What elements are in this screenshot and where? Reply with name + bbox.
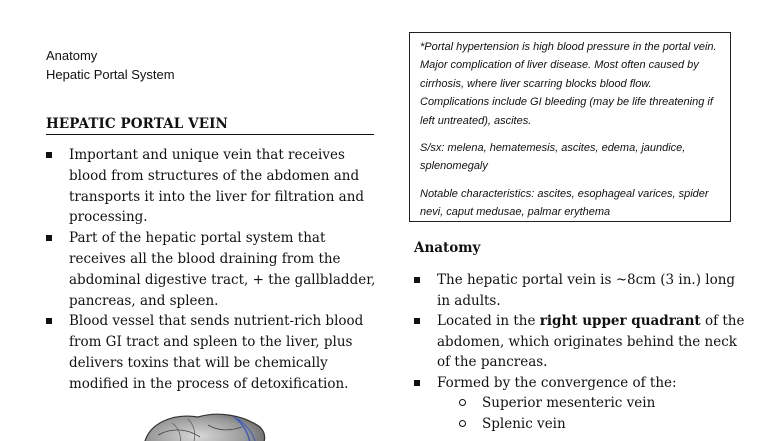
document-header	[46, 46, 175, 84]
list-item	[414, 311, 749, 373]
sublist-item-text: Superior mesenteric vein	[482, 395, 656, 411]
header-subject: Anatomy	[46, 48, 98, 63]
header-topic: Hepatic Portal System	[46, 67, 175, 82]
circle-bullet-icon	[459, 399, 466, 406]
square-bullet-icon	[46, 235, 52, 241]
portal-hypertension-callout	[409, 32, 731, 222]
list-item	[46, 228, 376, 311]
square-bullet-icon	[46, 318, 52, 324]
list-item-text: Part of the hepatic portal system that receives all the blood draining from the abdominal digestive tract, + the gallbladder, pancreas, and spleen.	[69, 230, 376, 309]
sublist-item	[459, 393, 749, 414]
list-item-text-end: of the abdomen, which originates behind the neck of the pancreas.	[437, 313, 745, 370]
heading-underline	[46, 134, 374, 135]
square-bullet-icon	[414, 277, 420, 283]
anatomy-heading: Anatomy	[414, 240, 481, 256]
list-item-text: Important and unique vein that receives blood from structures of the abdomen and transports it into the liver for filtration and processing.	[69, 147, 365, 226]
list-item	[414, 373, 749, 435]
list-item	[46, 145, 376, 228]
callout-characteristics: Notable characteristics: ascites, esophageal varices, spider nevi, caput medusae, palmar erythema	[420, 187, 709, 219]
hepatic-portal-vein-list	[46, 145, 376, 395]
list-item-text: Blood vessel that sends nutrient-rich blood from GI tract and spleen to the liver, plus delivers toxins that will be chemically modified in the process of detoxification.	[69, 313, 364, 392]
square-bullet-icon	[414, 380, 420, 386]
circle-bullet-icon	[459, 420, 466, 427]
anatomy-list	[414, 270, 749, 434]
square-bullet-icon	[46, 152, 52, 158]
liver-illustration-icon	[138, 405, 273, 441]
list-item-text-start: Located in the	[437, 313, 540, 329]
callout-definition: *Portal hypertension is high blood pressure in the portal vein. Major complication of liver disease. Most often caused by cirrhosis, where liver scarring blocks blood flow. Complications include GI bleeding (may be life threatening if left untreated), ascites.	[420, 41, 717, 127]
hepatic-portal-vein-heading: HEPATIC PORTAL VEIN	[46, 116, 228, 132]
list-item	[46, 311, 376, 394]
sublist-item-text: Splenic vein	[482, 415, 566, 432]
list-item-text: The hepatic portal vein is ~8cm (3 in.) long in adults.	[437, 272, 736, 309]
location-emphasis: right upper quadrant	[539, 313, 701, 329]
list-item-text: Formed by the convergence of the:	[437, 374, 677, 391]
list-item	[414, 270, 749, 311]
callout-signs-symptoms: S/sx: melena, hematemesis, ascites, edema, jaundice, splenomegaly	[420, 142, 686, 173]
sublist-item	[459, 414, 749, 435]
convergence-sublist	[437, 393, 749, 434]
square-bullet-icon	[414, 318, 420, 324]
